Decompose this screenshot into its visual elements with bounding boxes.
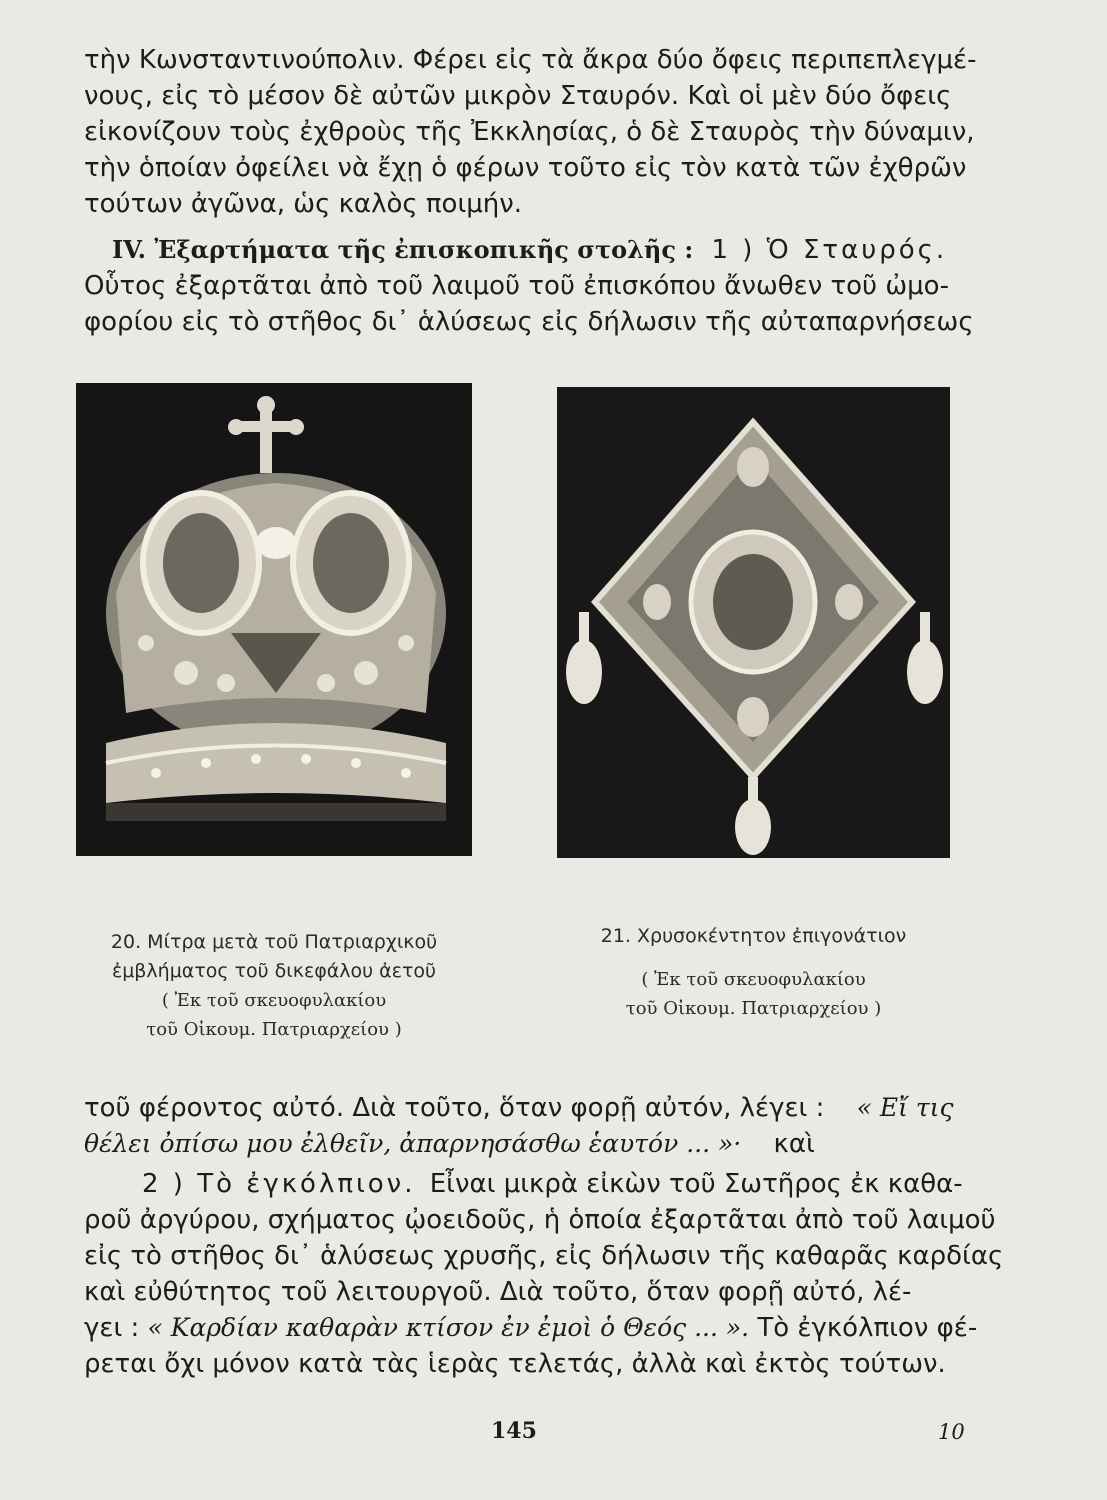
epigonation-photo — [557, 387, 950, 858]
caption-source: τοῦ Οἰκουμ. Πατριαρχείου ) — [625, 998, 882, 1019]
encolpion-text: Τὸ ἐγκόλπιον φέ- — [757, 1313, 978, 1343]
continuation-paragraph — [84, 1090, 964, 1162]
text-line — [84, 1090, 964, 1126]
text-line: ροῦ ἀργύρου, σχήματος ᾠοειδοῦς, ἡ ὁποία ἐξαρτᾶται ἀπὸ τοῦ λαιμοῦ — [84, 1205, 996, 1235]
encolpion-text: γει : — [84, 1313, 140, 1343]
caption-line: ἐμβλήματος τοῦ δικεφάλου ἀετοῦ — [111, 960, 437, 982]
quote-text: θέλει ὀπίσω μου ἐλθεῖν, ἀπαρνησάσθω ἑαυτόν ... »· — [84, 1129, 742, 1158]
mitre-photo — [76, 383, 472, 856]
epigonation-illustration — [557, 387, 950, 858]
text-line: καὶ εὐθύτητος τοῦ λειτουργοῦ. Διὰ τοῦτο, ὅταν φορῇ αὐτό, λέ- — [84, 1277, 912, 1307]
mitre-illustration — [76, 383, 472, 856]
figure-20-caption — [76, 928, 472, 1044]
text-line: φορίου εἰς τὸ στῆθος δι᾽ ἁλύσεως εἰς δήλωσιν τῆς αὐταπαρνήσεως — [84, 307, 974, 337]
caption-line: 20. Μίτρα μετὰ τοῦ Πατριαρχικοῦ — [110, 931, 438, 953]
continuation-text: καὶ — [773, 1129, 815, 1159]
section-heading-line — [84, 232, 964, 268]
text-line: τὴν Κωνσταντινούπολιν. Φέρει εἰς τὰ ἄκρα δύο ὄφεις περιπεπλεγμέ- — [84, 45, 977, 75]
page-number: 145 — [491, 1418, 537, 1444]
item-title-encolpion: 2 ) Τὸ ἐγκόλπιον. — [142, 1169, 416, 1199]
text-line — [84, 1310, 978, 1346]
figure-21-caption — [557, 922, 950, 1023]
text-line — [84, 1126, 964, 1162]
section-heading: IV. Ἐξαρτήματα τῆς ἐπισκοπικῆς στολῆς : — [112, 235, 694, 264]
section-iv — [84, 232, 974, 340]
continuation-text: τοῦ φέροντος αὐτό. Διὰ τοῦτο, ὅταν φορῇ αὐτόν, λέγει : — [84, 1093, 825, 1123]
caption-line: 21. Χρυσοκέντητον ἐπιγονάτιον — [600, 925, 907, 947]
caption-source: ( Ἐκ τοῦ σκευοφυλακίου — [161, 990, 387, 1011]
text-line: νους, εἰς τὸ μέσον δὲ αὐτῶν μικρὸν Σταυρόν. Καὶ οἱ μὲν δύο ὄφεις — [84, 81, 952, 111]
quote-text: « Καρδίαν καθαρὰν κτίσον ἐν ἐμοὶ ὁ Θεός ... ». — [147, 1313, 750, 1342]
caption-source: ( Ἐκ τοῦ σκευοφυλακίου — [641, 969, 866, 990]
text-line: ρεται ὄχι μόνον κατὰ τὰς ἱερὰς τελετάς, ἀλλὰ καὶ ἐκτὸς τούτων. — [84, 1349, 946, 1379]
text-line: εἰκονίζουν τοὺς ἐχθροὺς τῆς Ἐκκλησίας, ὁ δὲ Σταυρὸς τὴν δύναμιν, — [84, 117, 975, 147]
quote-text: « Εἴ τις — [856, 1093, 954, 1122]
caption-source: τοῦ Οἰκουμ. Πατριαρχείου ) — [146, 1019, 402, 1040]
encolpion-paragraph — [84, 1166, 1004, 1382]
text-line: εἰς τὸ στῆθος δι᾽ ἁλύσεως χρυσῆς, εἰς δήλωσιν τῆς καθαρᾶς καρδίας — [84, 1241, 1004, 1271]
item-title-cross: 1 ) Ὁ Σταυρός. — [711, 235, 948, 265]
text-line: τούτων ἀγῶνα, ὡς καλὸς ποιμήν. — [84, 189, 523, 219]
signature-mark: 10 — [938, 1420, 965, 1444]
text-line: τὴν ὁποίαν ὀφείλει νὰ ἔχῃ ὁ φέρων τοῦτο εἰς τὸν κατὰ τῶν ἐχθρῶν — [84, 153, 967, 183]
top-paragraph — [84, 42, 977, 222]
encolpion-text: Εἶναι μικρὰ εἰκὼν τοῦ Σωτῆρος ἐκ καθα- — [429, 1169, 963, 1199]
text-line: Οὗτος ἐξαρτᾶται ἀπὸ τοῦ λαιμοῦ τοῦ ἐπισκόπου ἄνωθεν τοῦ ὠμο- — [84, 271, 949, 301]
text-line — [84, 1166, 964, 1202]
